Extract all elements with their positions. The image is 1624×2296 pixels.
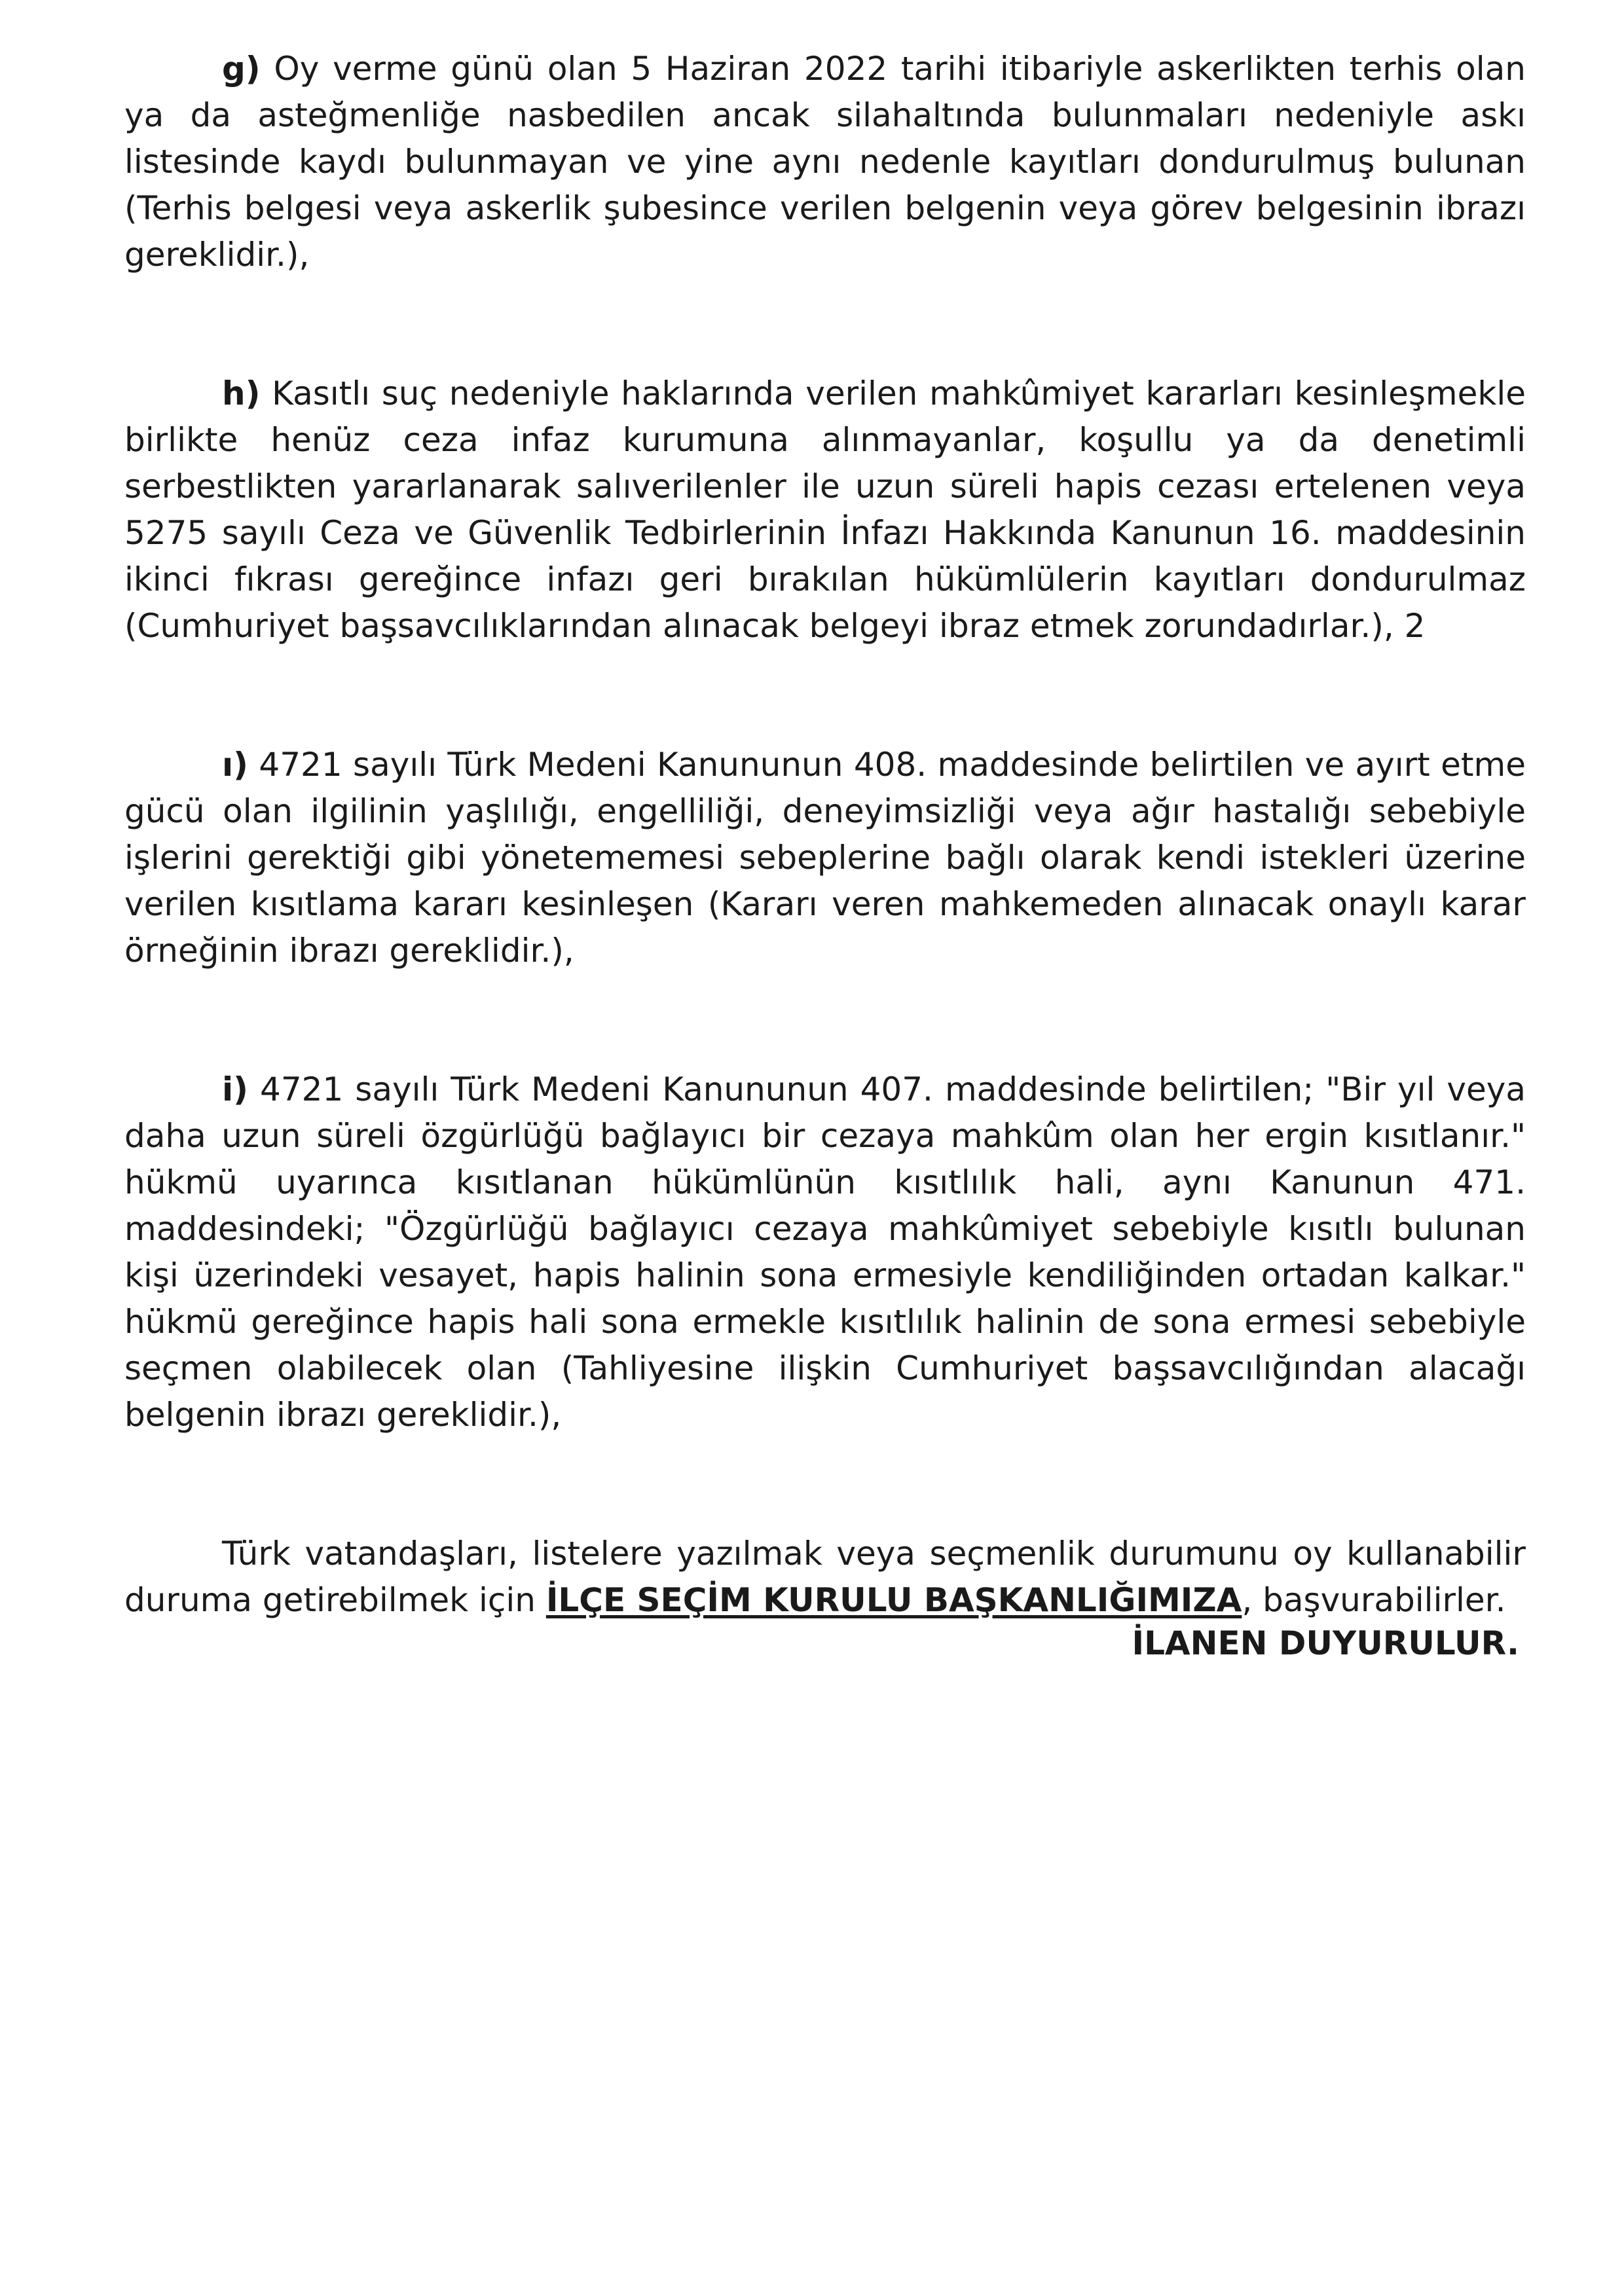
closing-text-after: , başvurabilirler.: [1242, 1581, 1506, 1619]
paragraph-marker: g): [222, 50, 261, 88]
paragraph-dotless-i: [124, 742, 1526, 974]
closing-paragraph: [124, 1531, 1526, 1624]
document-body: [124, 46, 1526, 1656]
announcement-signature: İLANEN DUYURULUR.: [1132, 1624, 1519, 1662]
paragraph-i: [124, 1066, 1526, 1438]
closing-text-before: Türk vatandaşları, listelere yazılmak veya seçmenlik durumunu oy kullanabilir duruma getirebilmek için: [124, 1535, 1526, 1619]
paragraph-marker: ı): [222, 746, 248, 784]
paragraph-text: 4721 sayılı Türk Medeni Kanununun 407. maddesinde belirtilen; "Bir yıl veya daha uzun süreli özgürlüğü bağlayıcı bir cezaya mahkûm olan her ergin kısıtlanır." hükmü uyarınca kısıtlanan hükümlünün kısıtlılık hali, aynı Kanunun 471. maddesindeki; "Özgürlüğü bağlayıcı cezaya mahkûmiyet sebebiyle kısıtlı bulunan kişi üzerindeki vesayet, hapis halinin sona ermesiyle kendiliğinden ortadan kalkar." hükmü gereğince hapis hali sona ermekle kısıtlılık halinin de sona ermesi sebebiyle seçmen olabilecek olan (Tahliyesine ilişkin Cumhuriyet başsavcılığından alacağı belgenin ibrazı gereklidir.),: [124, 1070, 1526, 1434]
paragraph-h: [124, 371, 1526, 649]
paragraph-marker: h): [222, 374, 261, 412]
paragraph-text: 4721 sayılı Türk Medeni Kanununun 408. maddesinde belirtilen ve ayırt etme gücü olan ilgilinin yaşlılığı, engelliliği, deneyimsizliği veya ağır hastalığı sebebiyle işlerini gerektiği gibi yönetememesi sebeplerine bağlı olarak kendi istekleri üzerine verilen kısıtlama kararı kesinleşen (Kararı veren mahkemeden alınacak onaylı karar örneğinin ibrazı gereklidir.),: [124, 746, 1526, 970]
paragraph-g: [124, 46, 1526, 278]
paragraph-text: Oy verme günü olan 5 Haziran 2022 tarihi itibariyle askerlikten terhis olan ya da asteğmenliğe nasbedilen ancak silahaltında bulunmaları nedeniyle askı listesinde kaydı bulunmayan ve yine aynı nedenle kayıtları dondurulmuş bulunan (Terhis belgesi veya askerlik şubesince verilen belgenin veya görev belgesinin ibrazı gereklidir.),: [124, 50, 1526, 274]
paragraph-text: Kasıtlı suç nedeniyle haklarında verilen mahkûmiyet kararları kesinleşmekle birlikte henüz ceza infaz kurumuna alınmayanlar, koşullu ya da denetimli serbestlikten yararlanarak salıverilenler ile uzun süreli hapis cezası ertelenen veya 5275 sayılı Ceza ve Güvenlik Tedbirlerinin İnfazı Hakkında Kanunun 16. maddesinin ikinci fıkrası gereğince infazı geri bırakılan hükümlülerin kayıtları dondurulmaz (Cumhuriyet başsavcılıklarından alınacak belgeyi ibraz etmek zorundadırlar.), 2: [124, 374, 1526, 645]
closing-emphasis: İLÇE SEÇİM KURULU BAŞKANLIĞIMIZA: [545, 1581, 1242, 1619]
paragraph-marker: i): [222, 1070, 248, 1108]
